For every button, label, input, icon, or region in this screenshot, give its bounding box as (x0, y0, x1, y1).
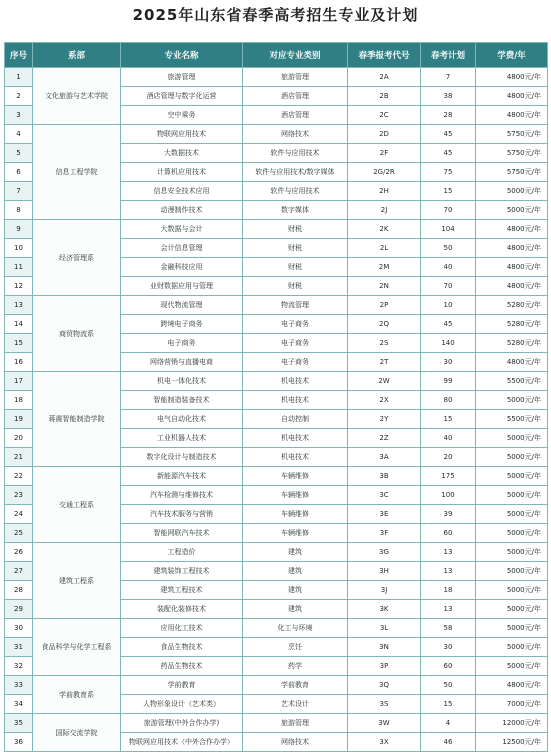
row-index: 27 (5, 562, 33, 581)
major-category: 财税 (243, 220, 348, 239)
major-category: 建筑 (243, 581, 348, 600)
major-name: 网络营销与直播电商 (121, 353, 243, 372)
row-index: 3 (5, 106, 33, 125)
major-category: 机电技术 (243, 448, 348, 467)
enrollment-plan: 39 (421, 505, 476, 524)
enrollment-plan: 28 (421, 106, 476, 125)
major-name: 药品生物技术 (121, 657, 243, 676)
major-name: 现代物流管理 (121, 296, 243, 315)
enrollment-plan: 70 (421, 277, 476, 296)
enrollment-plan: 4 (421, 714, 476, 733)
enrollment-plan: 13 (421, 600, 476, 619)
tuition-fee: 4800元/年 (476, 258, 548, 277)
exam-code: 3P (348, 657, 421, 676)
tuition-fee: 12500元/年 (476, 733, 548, 752)
major-name: 大数据与会计 (121, 220, 243, 239)
major-name: 新能源汽车技术 (121, 467, 243, 486)
major-category: 建筑 (243, 562, 348, 581)
header-fee: 学费/年 (476, 43, 548, 68)
exam-code: 2W (348, 372, 421, 391)
exam-code: 3F (348, 524, 421, 543)
exam-code: 2F (348, 144, 421, 163)
tuition-fee: 4800元/年 (476, 106, 548, 125)
major-name: 工业机器人技术 (121, 429, 243, 448)
row-index: 16 (5, 353, 33, 372)
exam-code: 3C (348, 486, 421, 505)
header-department: 系部 (33, 43, 121, 68)
row-index: 6 (5, 163, 33, 182)
exam-code: 2D (348, 125, 421, 144)
tuition-fee: 5000元/年 (476, 467, 548, 486)
page-title: 2025年山东省春季高考招生专业及计划 (132, 6, 419, 24)
major-category: 自动控制 (243, 410, 348, 429)
major-category: 网络技术 (243, 125, 348, 144)
major-category: 酒店管理 (243, 106, 348, 125)
enrollment-plan: 10 (421, 296, 476, 315)
table-row (5, 676, 548, 695)
row-index: 26 (5, 543, 33, 562)
tuition-fee: 4800元/年 (476, 68, 548, 87)
exam-code: 3S (348, 695, 421, 714)
exam-code: 3X (348, 733, 421, 752)
exam-code: 3A (348, 448, 421, 467)
major-category: 学前教育 (243, 676, 348, 695)
row-index: 4 (5, 125, 33, 144)
enrollment-plan: 15 (421, 695, 476, 714)
exam-code: 2G/2R (348, 163, 421, 182)
major-category: 旅游管理 (243, 68, 348, 87)
major-name: 智能网联汽车技术 (121, 524, 243, 543)
row-index: 10 (5, 239, 33, 258)
row-index: 33 (5, 676, 33, 695)
major-category: 财税 (243, 277, 348, 296)
exam-code: 2J (348, 201, 421, 220)
row-index: 21 (5, 448, 33, 467)
exam-code: 3G (348, 543, 421, 562)
row-index: 19 (5, 410, 33, 429)
row-index: 7 (5, 182, 33, 201)
enrollment-plan: 75 (421, 163, 476, 182)
exam-code: 2T (348, 353, 421, 372)
table-body (5, 68, 548, 752)
major-category: 机电技术 (243, 372, 348, 391)
tuition-fee: 4800元/年 (476, 239, 548, 258)
major-category: 车辆维修 (243, 505, 348, 524)
exam-code: 2C (348, 106, 421, 125)
major-name: 汽车技术服务与营销 (121, 505, 243, 524)
major-name: 电子商务 (121, 334, 243, 353)
major-name: 大数据技术 (121, 144, 243, 163)
tuition-fee: 5000元/年 (476, 505, 548, 524)
row-index: 18 (5, 391, 33, 410)
enrollment-plan: 30 (421, 638, 476, 657)
enrollment-plan: 38 (421, 87, 476, 106)
enrollment-table (4, 42, 548, 752)
major-name: 计算机应用技术 (121, 163, 243, 182)
tuition-fee: 4800元/年 (476, 353, 548, 372)
row-index: 2 (5, 87, 33, 106)
major-category: 电子商务 (243, 353, 348, 372)
enrollment-plan: 60 (421, 657, 476, 676)
major-category: 网络技术 (243, 733, 348, 752)
enrollment-plan: 45 (421, 144, 476, 163)
department-cell: 文化旅游与艺术学院 (33, 68, 121, 125)
major-category: 烹饪 (243, 638, 348, 657)
department-cell: 学前教育系 (33, 676, 121, 714)
department-cell: 食品科学与化学工程系 (33, 619, 121, 676)
tuition-fee: 5000元/年 (476, 448, 548, 467)
table-row (5, 619, 548, 638)
tuition-fee: 5000元/年 (476, 543, 548, 562)
exam-code: 2P (348, 296, 421, 315)
table-row (5, 220, 548, 239)
major-category: 酒店管理 (243, 87, 348, 106)
exam-code: 2X (348, 391, 421, 410)
table-row (5, 372, 548, 391)
major-category: 财税 (243, 258, 348, 277)
tuition-fee: 5280元/年 (476, 334, 548, 353)
major-category: 建筑 (243, 543, 348, 562)
exam-code: 2N (348, 277, 421, 296)
row-index: 15 (5, 334, 33, 353)
major-category: 车辆维修 (243, 486, 348, 505)
enrollment-plan: 15 (421, 410, 476, 429)
enrollment-plan: 175 (421, 467, 476, 486)
major-name: 建筑工程技术 (121, 581, 243, 600)
tuition-fee: 12000元/年 (476, 714, 548, 733)
enrollment-plan: 30 (421, 353, 476, 372)
row-index: 9 (5, 220, 33, 239)
major-category: 软件与应用技术/数字媒体 (243, 163, 348, 182)
tuition-fee: 5000元/年 (476, 581, 548, 600)
header-index: 序号 (5, 43, 33, 68)
exam-code: 3B (348, 467, 421, 486)
enrollment-plan: 140 (421, 334, 476, 353)
row-index: 35 (5, 714, 33, 733)
major-category: 建筑 (243, 600, 348, 619)
tuition-fee: 5000元/年 (476, 486, 548, 505)
major-name: 物联网应用技术（中外合作办学） (121, 733, 243, 752)
major-category: 物流管理 (243, 296, 348, 315)
exam-code: 2S (348, 334, 421, 353)
tuition-fee: 5750元/年 (476, 144, 548, 163)
enrollment-plan: 20 (421, 448, 476, 467)
exam-code: 3H (348, 562, 421, 581)
row-index: 29 (5, 600, 33, 619)
major-name: 电气自动化技术 (121, 410, 243, 429)
row-index: 34 (5, 695, 33, 714)
table-header-row (5, 43, 548, 68)
tuition-fee: 4800元/年 (476, 277, 548, 296)
exam-code: 2A (348, 68, 421, 87)
department-cell: 经济管理系 (33, 220, 121, 296)
tuition-fee: 5000元/年 (476, 657, 548, 676)
header-major: 专业名称 (121, 43, 243, 68)
header-plan: 春考计划 (421, 43, 476, 68)
enrollment-plan: 18 (421, 581, 476, 600)
exam-code: 3L (348, 619, 421, 638)
tuition-fee: 5000元/年 (476, 201, 548, 220)
major-category: 软件与应用技术 (243, 144, 348, 163)
enrollment-plan: 58 (421, 619, 476, 638)
major-name: 会计信息管理 (121, 239, 243, 258)
tuition-fee: 7000元/年 (476, 695, 548, 714)
enrollment-plan: 60 (421, 524, 476, 543)
row-index: 31 (5, 638, 33, 657)
table-row (5, 714, 548, 733)
major-name: 旅游管理 (121, 68, 243, 87)
department-cell: 蒋震智能制造学院 (33, 372, 121, 467)
major-name: 金融科技应用 (121, 258, 243, 277)
exam-code: 2B (348, 87, 421, 106)
tuition-fee: 5000元/年 (476, 600, 548, 619)
exam-code: 2L (348, 239, 421, 258)
major-name: 应用化工技术 (121, 619, 243, 638)
enrollment-plan: 13 (421, 562, 476, 581)
major-name: 数字化设计与制造技术 (121, 448, 243, 467)
row-index: 24 (5, 505, 33, 524)
major-name: 工程造价 (121, 543, 243, 562)
row-index: 28 (5, 581, 33, 600)
enrollment-plan: 13 (421, 543, 476, 562)
header-category: 对应专业类别 (243, 43, 348, 68)
row-index: 12 (5, 277, 33, 296)
enrollment-plan: 7 (421, 68, 476, 87)
major-name: 智能制造装备技术 (121, 391, 243, 410)
major-category: 电子商务 (243, 334, 348, 353)
major-category: 数字媒体 (243, 201, 348, 220)
exam-code: 3E (348, 505, 421, 524)
major-name: 学前教育 (121, 676, 243, 695)
tuition-fee: 5000元/年 (476, 619, 548, 638)
department-cell: 信息工程学院 (33, 125, 121, 220)
tuition-fee: 5750元/年 (476, 163, 548, 182)
row-index: 5 (5, 144, 33, 163)
enrollment-plan: 70 (421, 201, 476, 220)
enrollment-plan: 15 (421, 182, 476, 201)
row-index: 32 (5, 657, 33, 676)
exam-code: 3Q (348, 676, 421, 695)
tuition-fee: 4800元/年 (476, 87, 548, 106)
tuition-fee: 5500元/年 (476, 372, 548, 391)
table-row (5, 467, 548, 486)
major-category: 电子商务 (243, 315, 348, 334)
enrollment-plan: 100 (421, 486, 476, 505)
exam-code: 2Z (348, 429, 421, 448)
row-index: 36 (5, 733, 33, 752)
enrollment-plan: 40 (421, 258, 476, 277)
major-name: 跨境电子商务 (121, 315, 243, 334)
department-cell: 国际交流学院 (33, 714, 121, 752)
major-name: 人物形象设计（艺术类） (121, 695, 243, 714)
exam-code: 3K (348, 600, 421, 619)
table-row (5, 125, 548, 144)
exam-code: 2M (348, 258, 421, 277)
exam-code: 3J (348, 581, 421, 600)
major-name: 旅游管理(中外合作办学) (121, 714, 243, 733)
row-index: 13 (5, 296, 33, 315)
major-name: 机电一体化技术 (121, 372, 243, 391)
enrollment-plan: 104 (421, 220, 476, 239)
tuition-fee: 5280元/年 (476, 296, 548, 315)
table-row (5, 543, 548, 562)
enrollment-plan: 46 (421, 733, 476, 752)
major-name: 信息安全技术应用 (121, 182, 243, 201)
major-category: 机电技术 (243, 429, 348, 448)
major-name: 建筑装饰工程技术 (121, 562, 243, 581)
enrollment-plan: 40 (421, 429, 476, 448)
row-index: 14 (5, 315, 33, 334)
major-name: 装配化装修技术 (121, 600, 243, 619)
row-index: 11 (5, 258, 33, 277)
row-index: 20 (5, 429, 33, 448)
row-index: 17 (5, 372, 33, 391)
tuition-fee: 5500元/年 (476, 410, 548, 429)
exam-code: 2H (348, 182, 421, 201)
table-row (5, 68, 548, 87)
enrollment-plan: 50 (421, 239, 476, 258)
department-cell: 商贸物流系 (33, 296, 121, 372)
enrollment-plan: 99 (421, 372, 476, 391)
major-name: 物联网应用技术 (121, 125, 243, 144)
tuition-fee: 5280元/年 (476, 315, 548, 334)
major-name: 业财数据应用与管理 (121, 277, 243, 296)
row-index: 30 (5, 619, 33, 638)
exam-code: 2K (348, 220, 421, 239)
tuition-fee: 4800元/年 (476, 676, 548, 695)
enrollment-plan: 80 (421, 391, 476, 410)
tuition-fee: 5000元/年 (476, 429, 548, 448)
table-row (5, 296, 548, 315)
tuition-fee: 5000元/年 (476, 524, 548, 543)
enrollment-plan: 45 (421, 125, 476, 144)
enrollment-plan: 50 (421, 676, 476, 695)
major-category: 财税 (243, 239, 348, 258)
tuition-fee: 5000元/年 (476, 562, 548, 581)
exam-code: 3N (348, 638, 421, 657)
department-cell: 建筑工程系 (33, 543, 121, 619)
major-category: 艺术设计 (243, 695, 348, 714)
major-category: 旅游管理 (243, 714, 348, 733)
major-name: 食品生物技术 (121, 638, 243, 657)
row-index: 8 (5, 201, 33, 220)
exam-code: 2Q (348, 315, 421, 334)
tuition-fee: 5000元/年 (476, 638, 548, 657)
major-name: 空中乘务 (121, 106, 243, 125)
major-category: 化工与环境 (243, 619, 348, 638)
tuition-fee: 5000元/年 (476, 391, 548, 410)
tuition-fee: 5000元/年 (476, 182, 548, 201)
major-name: 动漫制作技术 (121, 201, 243, 220)
tuition-fee: 4800元/年 (476, 220, 548, 239)
major-category: 药学 (243, 657, 348, 676)
major-category: 机电技术 (243, 391, 348, 410)
row-index: 23 (5, 486, 33, 505)
tuition-fee: 5750元/年 (476, 125, 548, 144)
exam-code: 2Y (348, 410, 421, 429)
major-category: 软件与应用技术 (243, 182, 348, 201)
exam-code: 3W (348, 714, 421, 733)
major-category: 车辆维修 (243, 524, 348, 543)
row-index: 25 (5, 524, 33, 543)
row-index: 22 (5, 467, 33, 486)
enrollment-plan: 45 (421, 315, 476, 334)
header-code: 春季报考代号 (348, 43, 421, 68)
row-index: 1 (5, 68, 33, 87)
major-name: 汽车检测与维修技术 (121, 486, 243, 505)
major-name: 酒店管理与数字化运营 (121, 87, 243, 106)
department-cell: 交通工程系 (33, 467, 121, 543)
major-category: 车辆维修 (243, 467, 348, 486)
